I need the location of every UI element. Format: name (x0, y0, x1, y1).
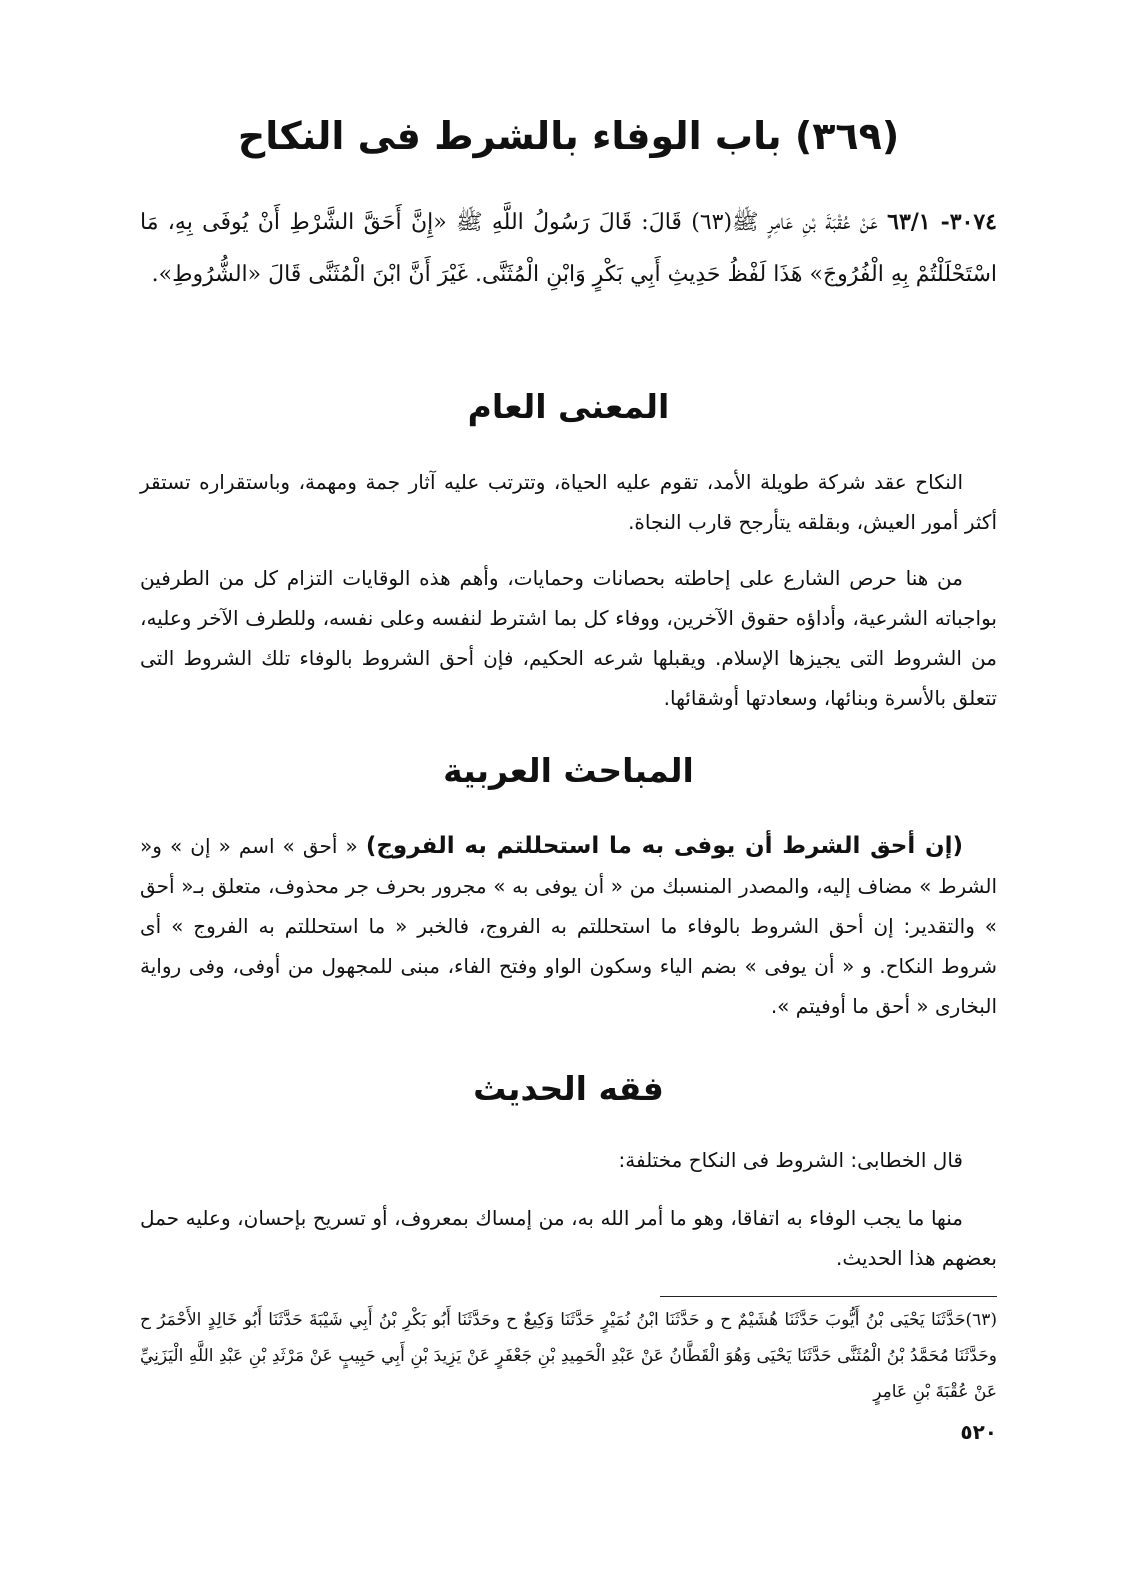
arabic-studies-paragraph (140, 826, 997, 1026)
hadith-text (140, 196, 997, 301)
arabic-studies-lead: (إن أحق الشرط أن يوفى به ما استحللتم به الفروج) (365, 833, 963, 859)
jurisprudence-paragraph-2: منها ما يجب الوفاء به اتفاقا، وهو ما أمر الله به، من إمساك بمعروف، أو تسريح بإحسان، وعليه حمل بعضهم هذا الحديث. (140, 1206, 997, 1270)
page-number: ٥٢٠ (960, 1420, 997, 1444)
hadith-number: ٣٠٧٤- ٦٣/١ (887, 209, 997, 235)
section-heading-general-meaning: المعنى العام (467, 387, 670, 426)
footnote-isnad: (٦٣)حَدَّثَنَا يَحْيَى بْنُ أَيُّوبَ حَدَّثَنَا هُشَيْمٌ ح و حَدَّثَنَا ابْنُ نُمَيْرٍ حَدَّثَنَا وَكِيعٌ ح وحَدَّثَنَا أَبُو بَكْرِ بْنُ أَبِي شَيْبَةَ حَدَّثَنَا أَبُو خَالِدٍ الأَحْمَرُ ح وحَدَّثَنَا مُحَمَّدُ بْنُ الْمُثَنَّى حَدَّثَنَا يَحْيَى وَهُوَ الْقَطَّانُ عَنْ عَبْدِ الْحَمِيدِ بْنِ جَعْفَرٍ عَنْ يَزِيدَ بْنِ أَبِي حَبِيبٍ عَنْ مَرْثَدِ بْنِ عَبْدِ اللَّهِ الْيَزَنِيِّ عَنْ عُقْبَةَ بْنِ عَامِرٍ (140, 1310, 997, 1402)
general-meaning-paragraph-1: النكاح عقد شركة طويلة الأمد، تقوم عليه الحياة، وتترتب عليه آثار جمة ومهمة، وباستقراره تستقر أكثر أمور العيش، وبقلقه يتأرجح قارب النجاة. (140, 470, 997, 534)
arabic-studies-body: « أحق » اسم « إن » و« الشرط » مضاف إليه، والمصدر المنسبك من « أن يوفى به » مجرور بحرف جر محذوف، متعلق بـ« أحق » والتقدير: إن أحق الشروط بالوفاء ما استحللتم به الفروج، فالخبر « ما استحللتم به الفروج » أى شروط النكاح. و « أن يوفى » بضم الياء وسكون الواو وفتح الفاء، مبنى للمجهول من أوفى، وفى رواية البخارى « أحق ما أوفيتم ». (140, 834, 997, 1018)
chapter-title: (٣٦٩) باب الوفاء بالشرط فى النكاح (237, 114, 900, 158)
general-meaning-paragraph-2: من هنا حرص الشارع على إحاطته بحصانات وحمايات، وأهم هذه الوقايات التزام كل من الطرفين بواجباته الشرعية، وأداؤه حقوق الآخرين، ووفاء كل بما اشترط لنفسه وعلى نفسه، وللطرف الآخر وعليه، من الشروط التى يجيزها الإسلام. ويقبلها شرعه الحكيم، فإن أحق الشروط بالوفاء تلك الشروط التى تتعلق بالأسرة وبنائها، وسعادتها أوشقائها. (140, 566, 997, 710)
footnote-divider (660, 1296, 997, 1297)
section-heading-hadith-jurisprudence: فقه الحديث (473, 1069, 664, 1108)
hadith-body: عَنْ عُقْبَةَ بْنِ عَامِرٍ ﷺ(٦٣) قَالَ: قَالَ رَسُولُ اللَّهِ ﷺ «إِنَّ أَحَقَّ الشَّرْطِ أَنْ يُوفَى بِهِ، مَا اسْتَحْلَلْتُمْ بِهِ الْفُرُوجَ» هَذَا لَفْظُ حَدِيثِ أَبِي بَكْرٍ وَابْنِ الْمُثَنَّى. غَيْرَ أَنَّ ابْنَ الْمُثَنَّى قَالَ «الشُّرُوطِ». (140, 210, 997, 287)
section-heading-arabic-studies: المباحث العربية (443, 751, 694, 790)
jurisprudence-paragraph-1: قال الخطابى: الشروط فى النكاح مختلفة: (618, 1148, 963, 1172)
